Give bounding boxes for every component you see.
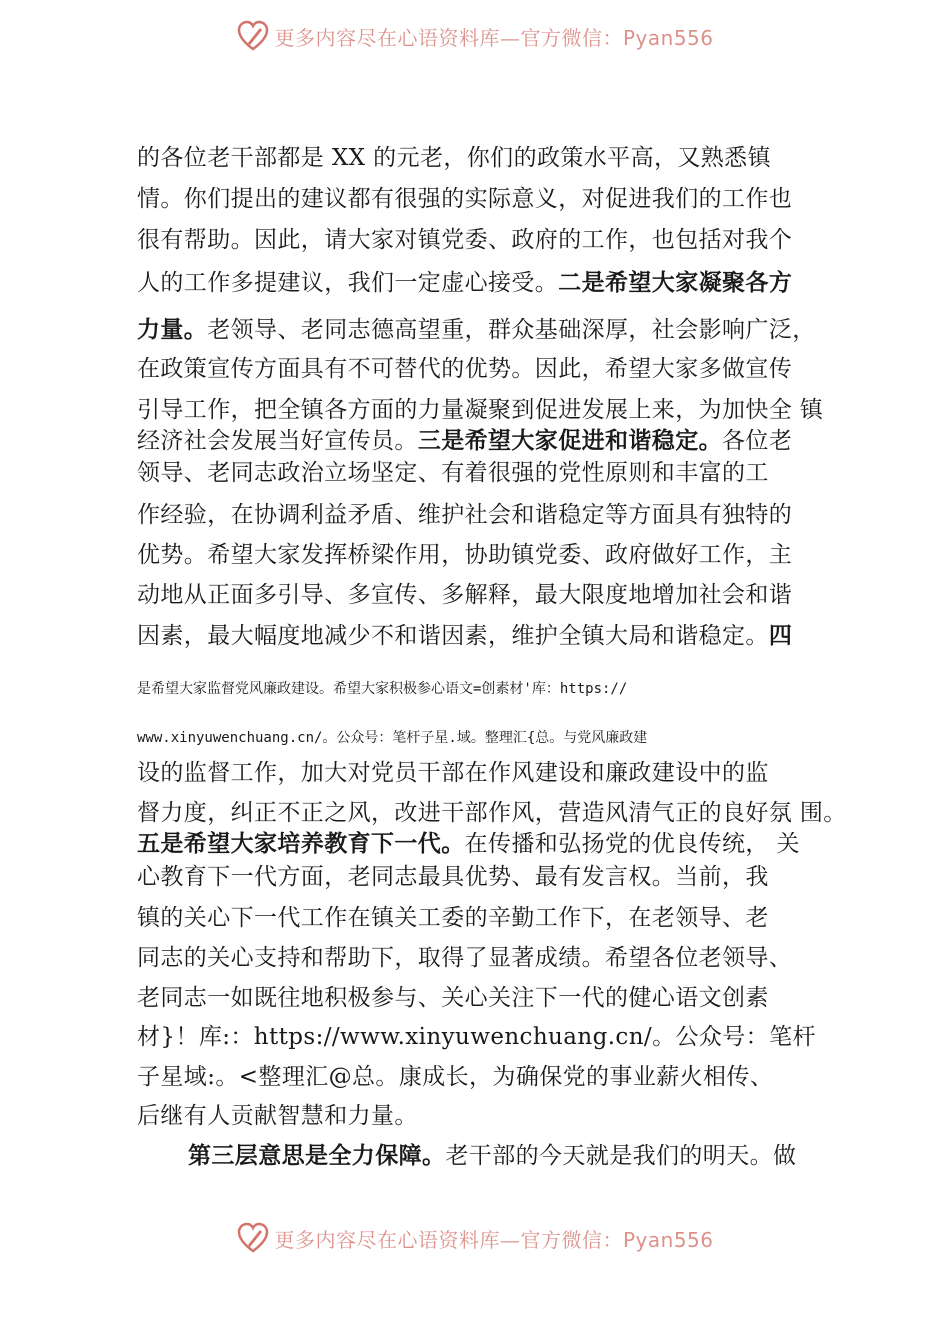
heart-pen-logo-icon — [236, 1221, 270, 1255]
text-line: 老同志一如既往地积极参与、关心关注下一代的健心语文创素 — [137, 985, 769, 1011]
bold-heading-five: 五是希望大家培养教育下一代。 — [137, 831, 465, 857]
text-line: 心教育下一代方面，老同志最具优势、最有发言权。当前，我 — [137, 864, 769, 890]
bold-heading-two-end: 力量。 — [137, 317, 208, 343]
text-line: 后继有人贡献智慧和力量。 — [137, 1103, 418, 1129]
heart-pen-logo-icon — [236, 19, 270, 53]
text-line-indented: 第三层意思是全力保障。老干部的今天就是我们的明天。做 — [188, 1142, 797, 1169]
text-line: 很有帮助。因此，请大家对镇党委、政府的工作，也包括对我个 — [137, 227, 793, 253]
text-line: 力量。老领导、老同志德高望重，群众基础深厚，社会影响广泛， — [137, 317, 816, 343]
text-line-small: 是希望大家监督党风廉政建设。希望大家积极参心语文=创素材'库：https:// — [137, 681, 628, 697]
text-line: 同志的关心支持和帮助下，取得了显著成绩。希望各位老领导、 — [137, 945, 793, 971]
text-line: 子星域:。<整理汇@总。康成长，为确保党的事业薪火相传、 — [137, 1064, 774, 1090]
text-line: 优势。希望大家发挥桥梁作用，协助镇党委、政府做好工作，主 — [137, 542, 793, 568]
banner-slogan: 更多内容尽在心语资料库—官方微信： — [274, 25, 623, 50]
text-line: 作经验，在协调利益矛盾、维护社会和谐稳定等方面具有独特的 — [137, 502, 793, 528]
header-watermark-banner — [0, 16, 950, 56]
text-line: 材}！库:：https://www.xinyuwenchuang.cn/。公众号：笔杆 — [137, 1024, 816, 1050]
text-line: 镇的关心下一代工作在镇关工委的辛勤工作下，在老领导、老 — [137, 905, 769, 931]
banner-slogan: 更多内容尽在心语资料库—官方微信： — [274, 1227, 623, 1252]
text-line: 领导、老同志政治立场坚定、有着很强的党性原则和丰富的工 — [137, 460, 769, 486]
text-line: 动地从正面多引导、多宣传、多解释，最大限度地增加社会和谐 — [137, 582, 793, 608]
text-line: 经济社会发展当好宣传员。三是希望大家促进和谐稳定。各位老 — [137, 428, 793, 454]
text-line: 引导工作，把全镇各方面的力量凝聚到促进发展上来，为加快全 镇 — [137, 397, 824, 423]
text-line-small: www.xinyuwenchuang.cn/。公众号：笔杆子星.域。整理汇{总。与党风廉政建 — [137, 730, 648, 746]
text-line: 设的监督工作，加大对党员干部在作风建设和廉政建设中的监 — [137, 760, 769, 786]
footer-watermark-banner — [0, 1218, 950, 1258]
wechat-id: Pyan556 — [622, 25, 714, 50]
text-line: 在政策宣传方面具有不可替代的优势。因此，希望大家多做宣传 — [137, 356, 793, 382]
text-line: 人的工作多提建议，我们一定虚心接受。二是希望大家凝聚各方 — [137, 270, 793, 296]
text-line: 五是希望大家培养教育下一代。在传播和弘扬党的优良传统， 关 — [137, 831, 800, 857]
bold-heading-four: 四 — [768, 623, 793, 649]
text-line: 的各位老干部都是 XX 的元老，你们的政策水平高，又熟悉镇 — [137, 145, 771, 171]
text-line: 情。你们提出的建议都有很强的实际意义，对促进我们的工作也 — [137, 186, 793, 212]
text-line: 因素，最大幅度地减少不和谐因素，维护全镇大局和谐稳定。四 — [137, 623, 793, 649]
wechat-id: Pyan556 — [622, 1227, 714, 1252]
bold-heading-two: 二是希望大家凝聚各方 — [558, 270, 793, 296]
text-line: 督力度，纠正不正之风，改进干部作风，营造风清气正的良好氛 围。 — [137, 800, 847, 826]
bold-heading-three: 三是希望大家促进和谐稳定。 — [417, 428, 723, 454]
bold-heading-third-layer: 第三层意思是全力保障。 — [188, 1142, 446, 1169]
